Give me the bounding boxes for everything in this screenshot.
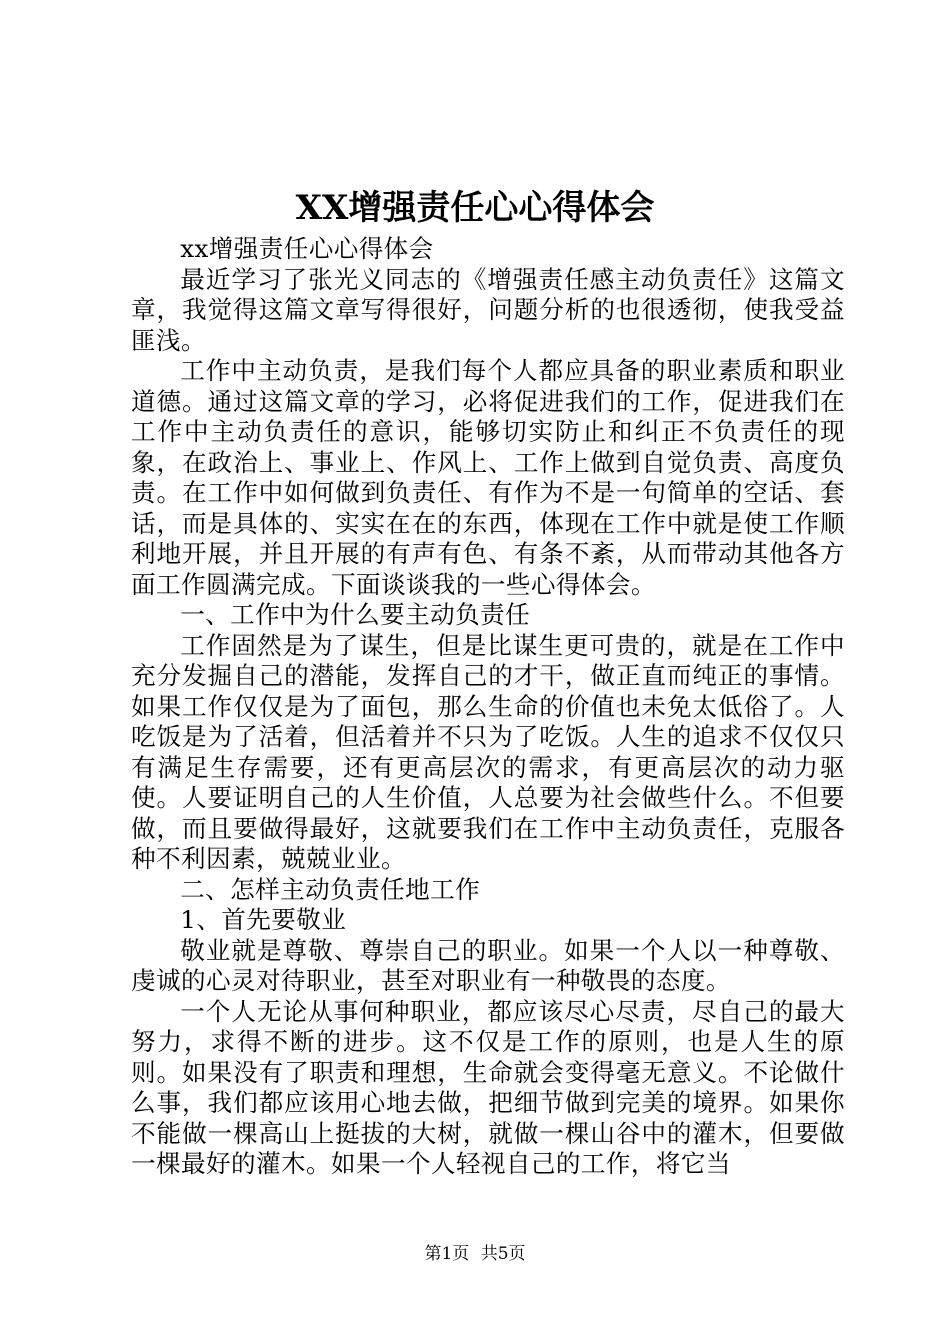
paragraph: 最近学习了张光义同志的《增强责任感主动负责任》这篇文章，我觉得这篇文章写得很好，问题分析的也很透彻，使我受益匪浅。 [131,264,845,355]
subsection-heading: 1、首先要敬业 [180,905,347,934]
paragraph: 敬业就是尊敬、尊崇自己的职业。如果一个人以一种尊敬、虔诚的心灵对待职业，甚至对职业有一种敬畏的态度。 [131,935,845,995]
section-heading: 一、工作中为什么要主动负责任 [180,600,531,629]
section-heading: 二、怎样主动负责任地工作 [180,874,481,904]
paragraph: 工作固然是为了谋生，但是比谋生更可贵的，就是在工作中充分发掘自己的潜能，发挥自己的才干，做正直而纯正的事情。如果工作仅仅是为了面包，那么生命的价值也未免太低俗了。人吃饭是为了活着，但活着并不只为了吃饭。人生的追求不仅仅只有满足生存需要，还有更高层次的需求，有更高层次的动力驱使。人要证明自己的人生价值，人总要为社会做些什么。不但要做，而且要做得最好，这就要我们在工作中主动负责任，克服各种不利因素，兢兢业业。 [131,630,845,873]
paragraph: 一个人无论从事何种职业，都应该尽心尽责，尽自己的最大努力，求得不断的进步。这不仅是工作的原则，也是人生的原则。如果没有了职责和理想，生命就会变得毫无意义。不论做什么事，我们都应该用心地去做，把细节做到完美的境界。如果你不能做一棵高山上挺拔的大树，就做一棵山谷中的灌木，但要做一棵最好的灌木。如果一个人轻视自己的工作，将它当 [131,996,845,1178]
paragraph: 工作中主动负责，是我们每个人都应具备的职业素质和职业道德。通过这篇文章的学习，必将促进我们的工作，促进我们在工作中主动负责任的意识，能够切实防止和纠正不负责任的现象，在政治上、事业上、作风上、工作上做到自觉负责、高度负责。在工作中如何做到负责任、有作为不是一句简单的空话、套话，而是具体的、实实在在的东西，体现在工作中就是使工作顺利地开展，并且开展的有声有色、有条不紊，从而带动其他各方面工作圆满完成。下面谈谈我的一些心得体会。 [131,356,845,599]
document-title: XX增强责任心心得体会 [295,188,655,228]
document-body [131,234,845,1180]
page-number: 第1页 [424,1244,470,1264]
paragraph-heading-repeat: xx增强责任心心得体会 [180,234,434,263]
page-footer [0,1242,950,1266]
page-total: 共5页 [480,1244,526,1264]
